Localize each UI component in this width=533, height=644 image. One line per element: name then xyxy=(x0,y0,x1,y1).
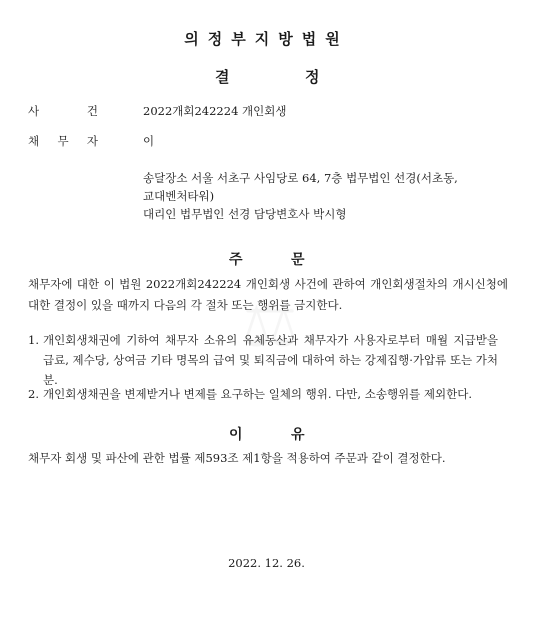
debtor-address-line-2: 교대벤처타워) xyxy=(143,189,215,203)
order-heading-char-2: 문 xyxy=(291,252,305,268)
order-item-2 xyxy=(28,384,498,404)
debtor-name: 이 xyxy=(143,134,155,148)
watermark-logo: ⚖ xyxy=(241,288,299,362)
debtor-label xyxy=(28,133,98,149)
order-heading-char-1: 주 xyxy=(229,252,243,268)
debtor-agent: 대리인 법무법인 선경 담당변호사 박시형 xyxy=(143,207,347,221)
debtor-label-char: 자 xyxy=(86,134,98,148)
debtor-address-line-1: 송달장소 서울 서초구 사임당로 64, 7층 법무법인 선경(서초동, xyxy=(143,171,458,185)
reason-heading xyxy=(0,424,533,442)
order-item-number: 1. xyxy=(28,333,39,347)
court-name: 의정부지방법원 xyxy=(184,30,349,48)
order-item-number: 2. xyxy=(28,387,39,401)
case-number: 2022개회242224 개인회생 xyxy=(143,104,287,118)
order-item-text: 개인회생채권에 기하여 채무자 소유의 유체동산과 채무자가 사용자로부터 매월 지급받을 급료, 제수당, 상여금 기타 명목의 급여 및 퇴직금에 대하여 하는 강제집행·가압류 또는 가처분. xyxy=(43,333,498,387)
debtor-address-block xyxy=(143,169,513,223)
order-heading xyxy=(0,249,533,267)
case-row xyxy=(28,103,508,119)
reason-heading-char-2: 유 xyxy=(291,427,305,443)
reason-heading-char-1: 이 xyxy=(229,427,243,443)
case-label-char: 사 xyxy=(28,104,40,118)
decision-date: 2022. 12. 26. xyxy=(228,556,305,570)
case-label-char: 건 xyxy=(86,104,98,118)
reason-body: 채무자 회생 및 파산에 관한 법률 제593조 제1항을 적용하여 주문과 같이 결정한다. xyxy=(28,451,446,465)
document-type-title xyxy=(0,66,533,84)
document-type-char-2: 정 xyxy=(305,68,320,86)
debtor-label-char: 무 xyxy=(57,134,69,148)
debtor-row xyxy=(28,133,508,149)
document-type-char-1: 결 xyxy=(215,68,230,86)
order-item-1 xyxy=(28,330,498,390)
debtor-label-char: 채 xyxy=(28,134,40,148)
order-body: 채무자에 대한 이 법원 2022개회242224 개인회생 사건에 관하여 개인회생절차의 개시신청에 대한 결정이 있을 때까지 다음의 각 절차 또는 행위를 금지한다. xyxy=(28,277,508,312)
order-item-text: 개인회생채권을 변제받거나 변제를 요구하는 일체의 행위. 다만, 소송행위를 제외한다. xyxy=(43,387,473,401)
case-label xyxy=(28,103,98,119)
